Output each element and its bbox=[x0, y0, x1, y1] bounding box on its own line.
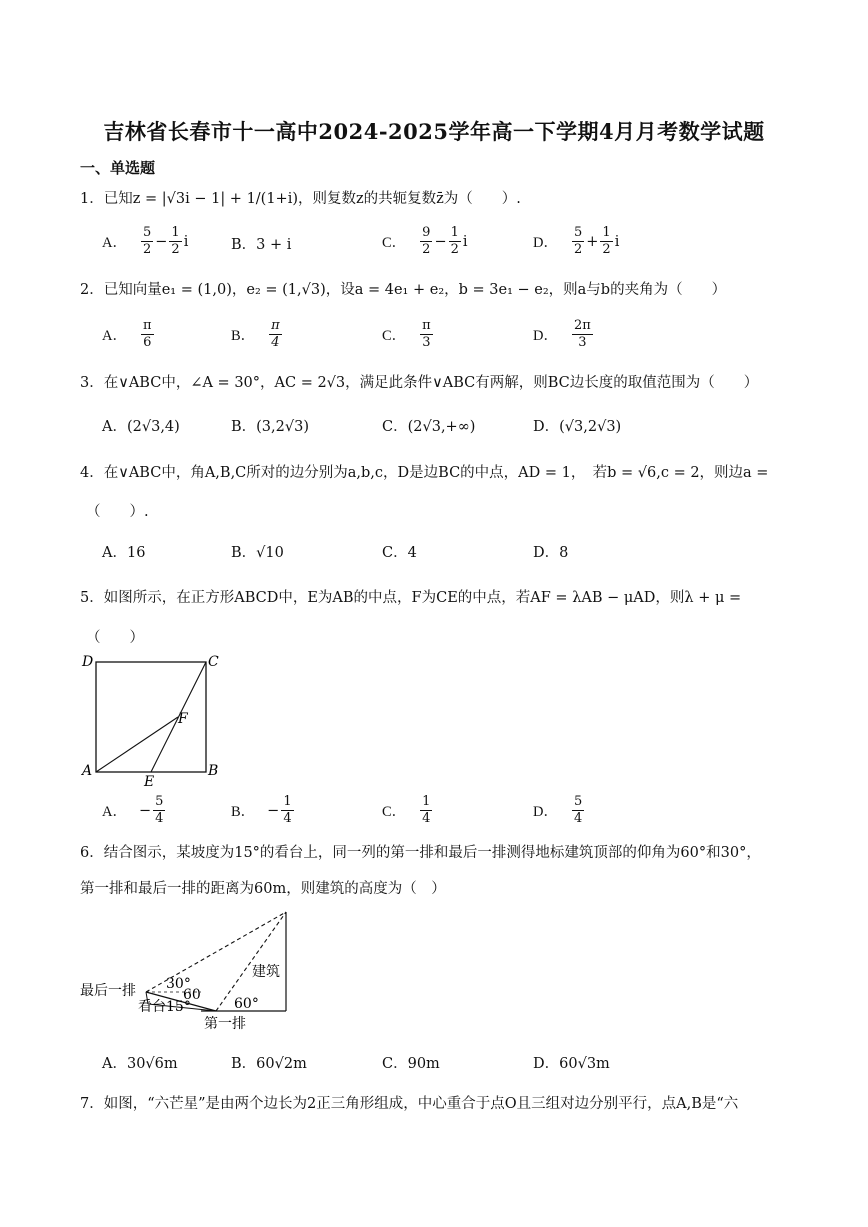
q6-option-c[interactable]: C．90m bbox=[382, 1056, 440, 1072]
square-abcd-figure bbox=[70, 648, 230, 788]
q2-d-frac: $\frac{2\pi}{3}$ bbox=[573, 318, 591, 350]
q2-option-d[interactable]: D． $\frac{2\pi}{3}$ bbox=[533, 318, 591, 350]
page-title: 吉林省长春市十一高中2024-2025学年高一下学期4月月考数学试题 bbox=[103, 119, 765, 144]
q1-a-frac1: $\frac{5}{2}$ bbox=[142, 225, 152, 257]
label-building: 建筑 bbox=[252, 964, 280, 980]
question-2-stem: 2．已知向量e₁ = (1,0)，e₂ = (1,√3)，设a = 4e₁ + e₂，b = 3e₁ − e₂，则a与b的夹角为（ ） bbox=[80, 282, 727, 298]
q5-d-frac: $\frac{5}{4}$ bbox=[573, 794, 583, 826]
label-a: A bbox=[82, 763, 93, 779]
label-first-row: 第一排 bbox=[204, 1016, 246, 1032]
q5-b-frac: $\frac{1}{4}$ bbox=[283, 794, 292, 826]
question-6-stem: 6．结合图示，某坡度为15°的看台上，同一列的第一排和最后一排测得地标建筑顶部的仰角为60°和30°， bbox=[80, 845, 761, 861]
q4-option-d[interactable]: D．8 bbox=[533, 545, 569, 561]
square-outline bbox=[96, 662, 206, 772]
question-6-stem-cont: 第一排和最后一排的距离为60m，则建筑的高度为（ ） bbox=[80, 881, 446, 897]
q4-option-c[interactable]: C．4 bbox=[382, 545, 417, 561]
q6-option-d[interactable]: D．60√3m bbox=[533, 1056, 610, 1072]
q1-option-d[interactable]: D． $\frac{5}{2}$ + $\frac{1}{2}$ i bbox=[533, 225, 620, 257]
q5-option-b[interactable]: B． − $\frac{1}{4}$ bbox=[231, 794, 292, 826]
q5-option-d[interactable]: D． $\frac{5}{4}$ bbox=[533, 794, 583, 826]
section-heading: 一、单选题 bbox=[80, 159, 156, 177]
q3-option-d[interactable]: D．(√3,2√3) bbox=[533, 419, 622, 435]
label-30deg: 30° bbox=[166, 976, 191, 992]
q1-d-frac2: $\frac{1}{2}$ bbox=[602, 225, 611, 257]
q4-option-b[interactable]: B．√10 bbox=[231, 545, 284, 561]
q2-b-frac: $\frac{\pi}{4}$ bbox=[271, 318, 280, 350]
q1-c-frac2: $\frac{1}{2}$ bbox=[450, 225, 459, 257]
label-stand: 看台 bbox=[138, 999, 166, 1015]
q1-option-a[interactable]: A． $\frac{5}{2}$ − $\frac{1}{2}$ i bbox=[102, 225, 189, 257]
q5-a-frac: $\frac{5}{4}$ bbox=[155, 794, 164, 826]
q5-option-c[interactable]: C． $\frac{1}{4}$ bbox=[382, 794, 431, 826]
label-last-row: 最后一排 bbox=[80, 983, 136, 999]
q2-a-frac: $\frac{\pi}{6}$ bbox=[142, 318, 152, 350]
q1-option-c[interactable]: C． $\frac{9}{2}$ − $\frac{1}{2}$ i bbox=[382, 225, 468, 257]
q2-option-c[interactable]: C． $\frac{\pi}{3}$ bbox=[382, 318, 431, 350]
question-4-stem-cont: （ ）. bbox=[86, 504, 149, 520]
q4-option-a[interactable]: A．16 bbox=[102, 545, 146, 561]
label-c: C bbox=[208, 654, 219, 670]
q2-option-a[interactable]: A． $\frac{\pi}{6}$ bbox=[102, 318, 152, 350]
label-d: D bbox=[82, 654, 94, 670]
question-3-stem: 3．在∨ABC中，∠A = 30°，AC = 2√3，满足此条件∨ABC有两解，则BC边长度的取值范围为（ ） bbox=[80, 375, 759, 391]
label-b: B bbox=[208, 763, 219, 779]
q6-option-a[interactable]: A．30√6m bbox=[102, 1056, 178, 1072]
q6-option-b[interactable]: B．60√2m bbox=[231, 1056, 307, 1072]
segment-af bbox=[96, 717, 178, 772]
question-5-stem: 5．如图所示，在正方形ABCD中，E为AB的中点，F为CE的中点，若AF = λAB − μAD，则λ + μ = bbox=[80, 590, 742, 606]
q1-c-frac1: $\frac{9}{2}$ bbox=[422, 225, 431, 257]
q3-option-a[interactable]: A．(2√3,4) bbox=[102, 419, 180, 435]
question-4-stem: 4．在∨ABC中，角A,B,C所对的边分别为a,b,c，D是边BC的中点，AD = 1， 若b = √6,c = 2，则边a = bbox=[80, 465, 769, 481]
question-5-stem-cont: （ ） bbox=[86, 630, 144, 646]
q5-option-a[interactable]: A． − $\frac{5}{4}$ bbox=[102, 794, 164, 826]
q5-c-frac: $\frac{1}{4}$ bbox=[422, 794, 431, 826]
q2-option-b[interactable]: B． $\frac{\pi}{4}$ bbox=[231, 318, 280, 350]
label-f: F bbox=[178, 711, 188, 727]
q1-option-b[interactable]: B．3 + i bbox=[231, 237, 292, 253]
label-e: E bbox=[144, 774, 155, 788]
q1-d-frac1: $\frac{5}{2}$ bbox=[573, 225, 583, 257]
stadium-building-figure bbox=[76, 900, 306, 1035]
q2-c-frac: $\frac{\pi}{3}$ bbox=[422, 318, 431, 350]
q3-option-c[interactable]: C．(2√3,+∞) bbox=[382, 419, 476, 435]
q1-a-frac2: $\frac{1}{2}$ bbox=[171, 225, 180, 257]
q3-option-b[interactable]: B．(3,2√3) bbox=[231, 419, 309, 435]
label-15deg: 15° bbox=[166, 999, 191, 1015]
question-1-stem: 1．已知z = |√3i − 1| + 1/(1+i)，则复数z的共轭复数z̄为（ ）. bbox=[80, 191, 521, 207]
label-60deg: 60° bbox=[234, 996, 259, 1012]
label-60m: 60 bbox=[183, 987, 201, 1003]
question-7-stem: 7．如图，“六芒星”是由两个边长为2正三角形组成，中心重合于点O且三组对边分别平行，点A,B是“六 bbox=[80, 1096, 739, 1112]
